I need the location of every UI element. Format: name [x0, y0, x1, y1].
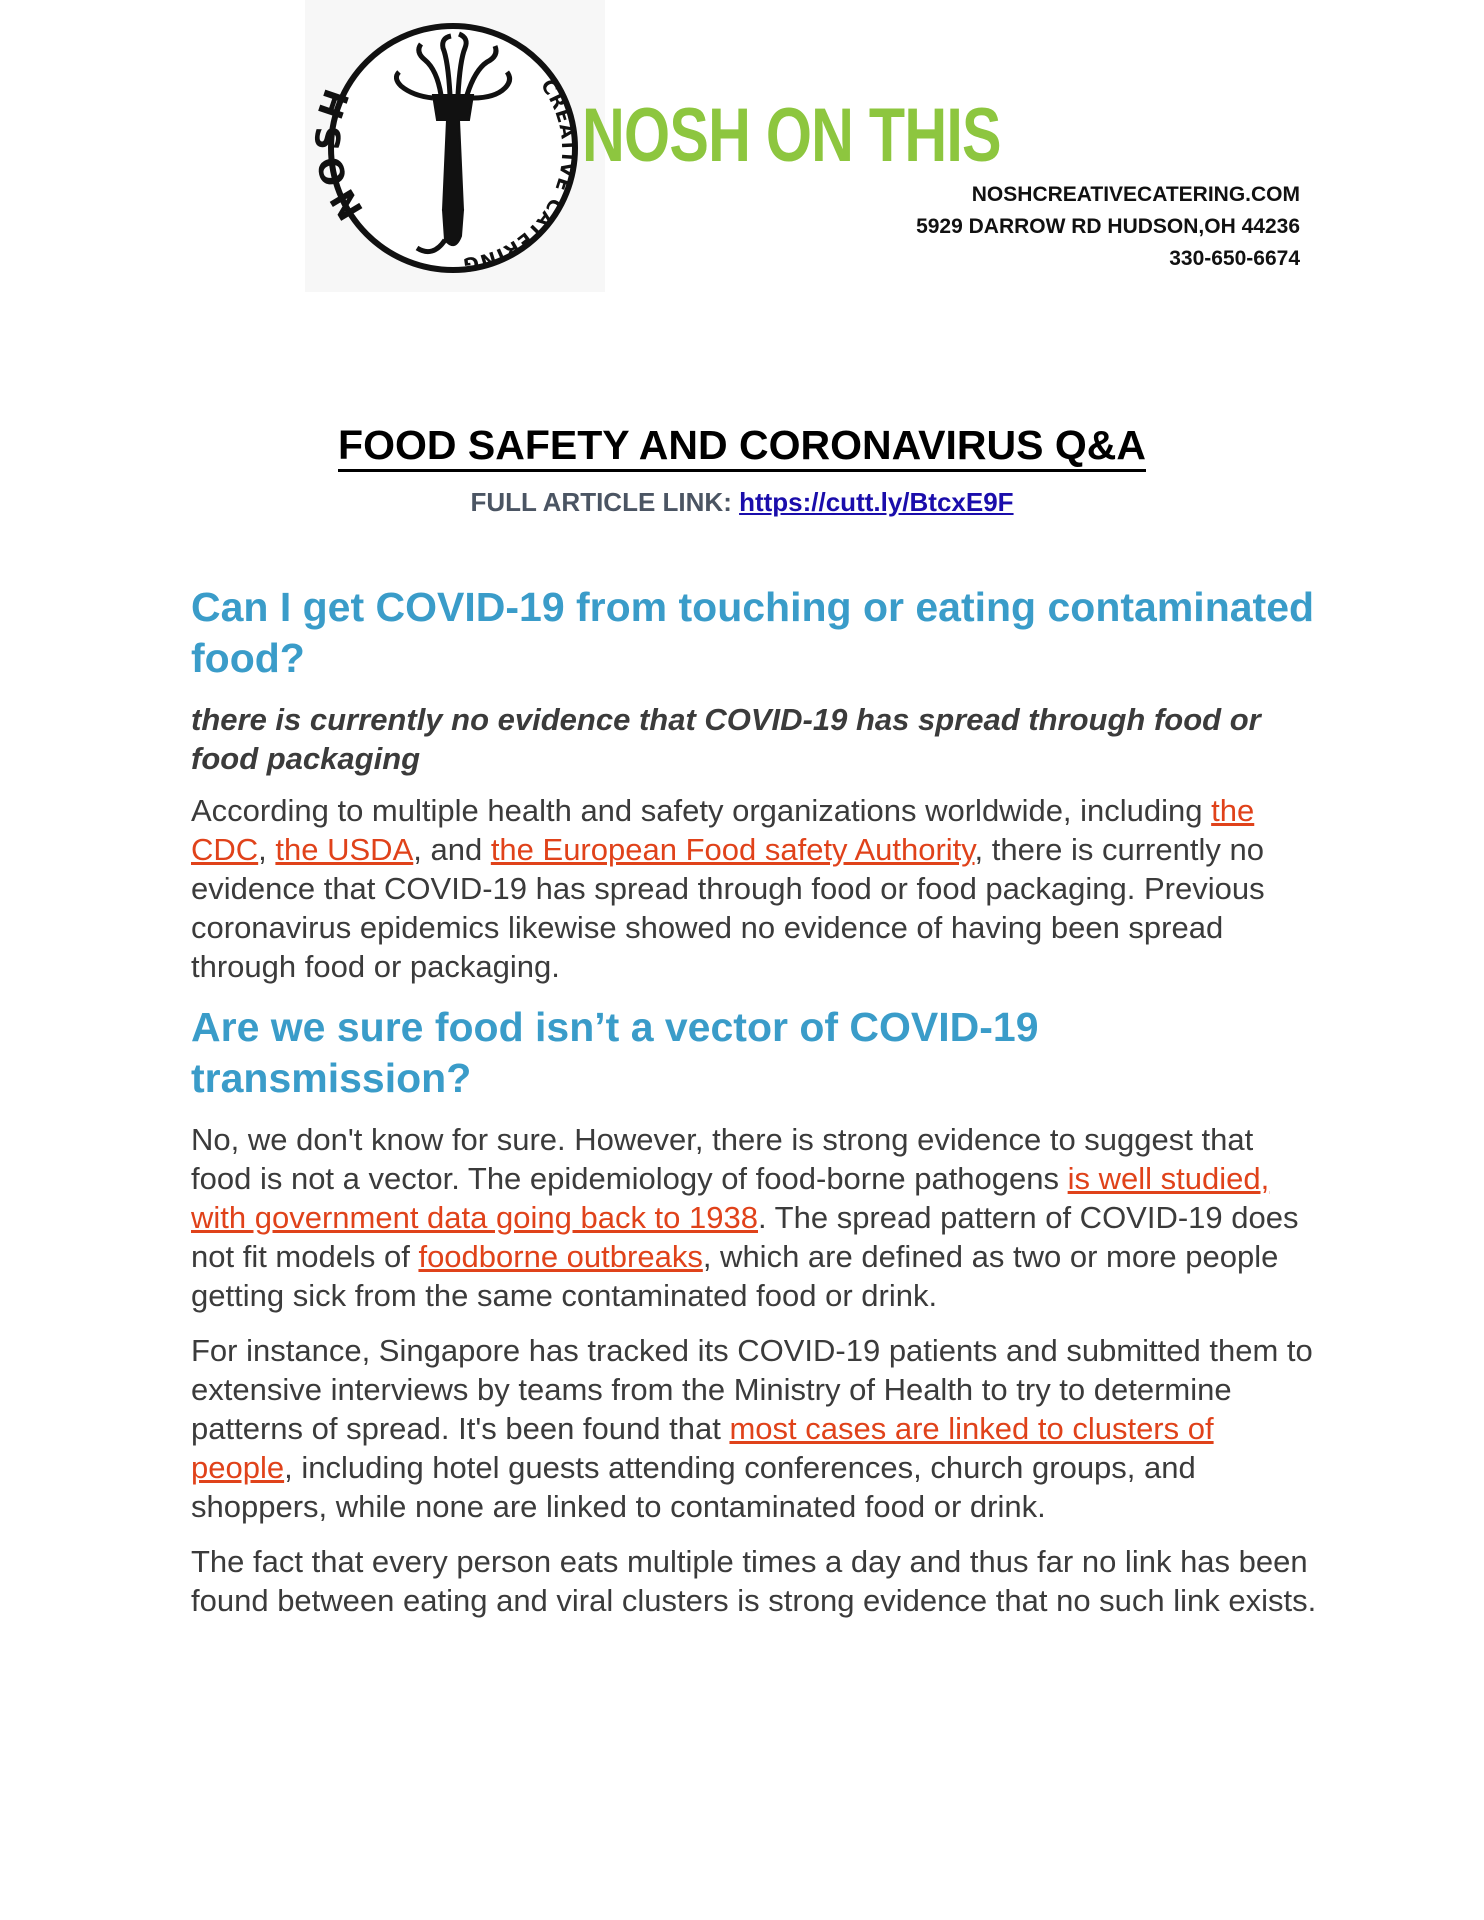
article-link[interactable]: https://cutt.ly/BtcxE9F — [739, 487, 1014, 517]
answer-paragraph-3 — [191, 1331, 1321, 1526]
text-span: , — [258, 832, 276, 867]
link-foodborne-outbreaks[interactable]: foodborne outbreaks — [418, 1239, 703, 1274]
page-title-block — [0, 422, 1484, 469]
link-usda[interactable]: the USDA — [275, 832, 414, 867]
logo-text-nosh: NOSH — [308, 80, 372, 227]
link-clusters-of-people[interactable]: most cases are linked to clusters of people — [191, 1411, 1214, 1485]
nosh-logo — [305, 0, 605, 292]
text-span: , there is currently no evidence that COVID-19 has spread through food or food packaging. Previous coronavirus epidemics likewise showed no evidence of having been spread through food or packaging. — [191, 832, 1265, 984]
link-efsa[interactable]: the European Food safety Authority — [490, 832, 975, 867]
article-link-line — [0, 487, 1484, 518]
question-heading-1: Can I get COVID-19 from touching or eating contaminated food? — [191, 584, 1315, 681]
website-text: NOSHCREATIVECATERING.COM — [971, 183, 1300, 206]
text-span: For instance, Singapore has tracked its COVID-19 patients and submitted them to extensive interviews by teams from the Ministry of Health to try to determine patterns of spread. It's been found that — [191, 1333, 1313, 1446]
text-span: , which are defined as two or more people getting sick from the same contaminated food or drink. — [191, 1239, 1279, 1313]
link-cdc[interactable]: the CDC — [191, 793, 1255, 867]
text-span: , including hotel guests attending conferences, church groups, and shoppers, while none are linked to contaminated food or drink. — [191, 1450, 1196, 1524]
logo-text-creative-catering: CREATIVE CATERING — [460, 75, 580, 276]
answer-paragraph-1 — [191, 791, 1321, 986]
article-link-label: FULL ARTICLE LINK: — [470, 487, 740, 517]
text-span: . The spread pattern of COVID-19 does not fit models of — [191, 1200, 1299, 1274]
answer-lead-1: there is currently no evidence that COVID-19 has spread through food or food packaging — [191, 702, 1261, 776]
answer-paragraph-4: The fact that every person eats multiple times a day and thus far no link has been found between eating and viral clusters is strong evidence that no such link exists. — [191, 1544, 1317, 1618]
address-text: 5929 DARROW RD HUDSON,OH 44236 — [916, 215, 1300, 238]
question-heading-2: Are we sure food isn’t a vector of COVID-19 transmission? — [191, 1004, 1039, 1101]
brand-name: NOSH ON THIS — [582, 93, 1001, 178]
text-span: , and — [413, 832, 491, 867]
link-government-data[interactable]: is well studied, with government data going back to 1938 — [191, 1161, 1270, 1235]
phone-text: 330-650-6674 — [1169, 247, 1300, 270]
text-span: According to multiple health and safety organizations worldwide, including — [191, 793, 1212, 828]
qa-content — [191, 582, 1321, 1636]
page-title: FOOD SAFETY AND CORONAVIRUS Q&A — [338, 422, 1146, 472]
answer-paragraph-2 — [191, 1120, 1321, 1315]
text-span: No, we don't know for sure. However, there is strong evidence to suggest that food is not a vector. The epidemiology of food-borne pathogens — [191, 1122, 1254, 1196]
